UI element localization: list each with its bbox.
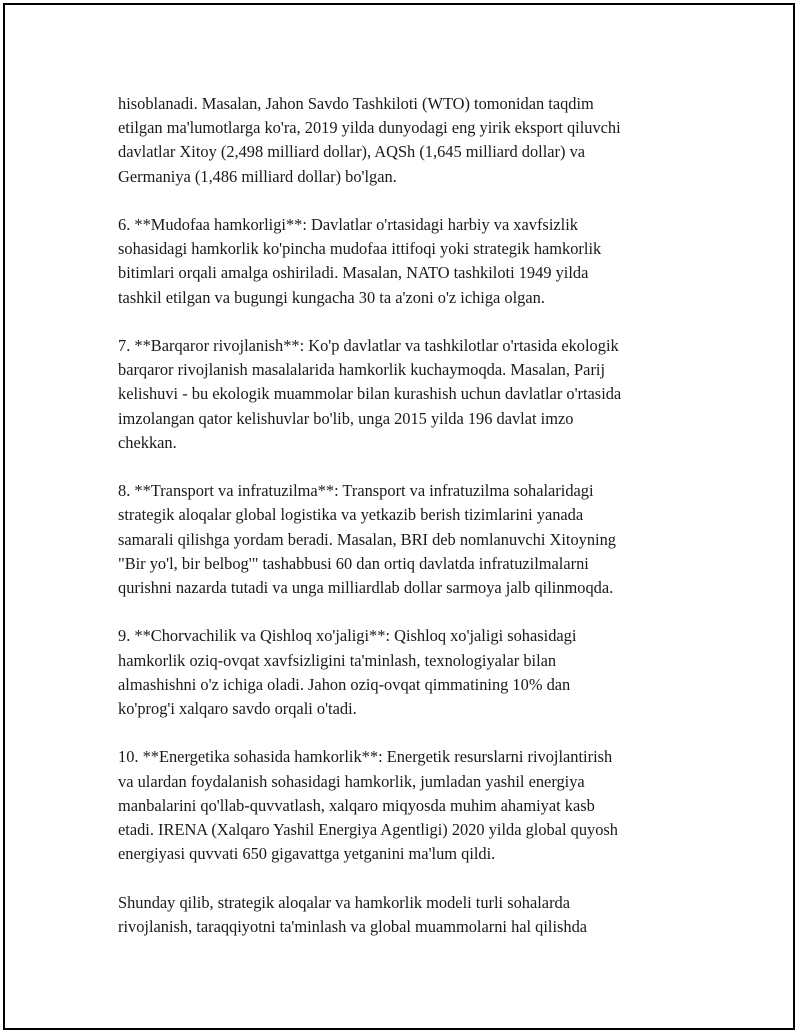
text-line: qurishni nazarda tutadi va unga milliardlab dollar sarmoya jalb qilinmoqda. — [118, 578, 614, 598]
text-line: ko'prog'i xalqaro savdo orqali o'tadi. — [118, 699, 357, 719]
text-line: "Bir yo'l, bir belbog'" tashabbusi 60 dan ortiq davlatda infratuzilmalarni — [118, 553, 589, 573]
paragraph-item-10 — [118, 745, 718, 866]
text-line: davlatlar Xitoy (2,498 milliard dollar), AQSh (1,645 milliard dollar) va — [118, 142, 586, 162]
text-line: imzolangan qator kelishuvlar bo'lib, unga 2015 yilda 196 davlat imzo — [118, 408, 574, 428]
text-line: almashishni o'z ichiga oladi. Jahon oziq-ovqat qimmatining 10% dan — [118, 674, 571, 694]
paragraph-item-9 — [118, 624, 718, 721]
text-line: 7. **Barqaror rivojlanish**: Ko'p davlatlar va tashkilotlar o'rtasida ekologik — [118, 336, 619, 355]
text-line: samarali qilishga yordam beradi. Masalan, BRI deb nomlanuvchi Xitoyning — [118, 529, 616, 549]
text-line: strategik aloqalar global logistika va yetkazib berish tizimlarini yanada — [118, 505, 584, 525]
text-line: kelishuvi - bu ekologik muammolar bilan kurashish uchun davlatlar o'rtasida — [118, 384, 622, 404]
text-line: bitimlari orqali amalga oshiriladi. Masalan, NATO tashkiloti 1949 yilda — [118, 263, 589, 283]
paragraph-item-7 — [118, 334, 718, 455]
text-line: Shunday qilib, strategik aloqalar va hamkorlik modeli turli sohalarda — [118, 892, 570, 912]
document-body — [118, 92, 718, 963]
text-line: Germaniya (1,486 milliard dollar) bo'lgan. — [118, 166, 397, 186]
text-line: 10. **Energetika sohasida hamkorlik**: Energetik resurslarni rivojlantirish — [118, 747, 613, 767]
paragraph-item-6 — [118, 213, 718, 310]
text-line: barqaror rivojlanish masalalarida hamkorlik kuchaymoqda. Masalan, Parij — [118, 360, 606, 380]
text-line: hisoblanadi. Masalan, Jahon Savdo Tashkiloti (WTO) tomonidan taqdim — [118, 94, 594, 113]
paragraph-item-8 — [118, 479, 718, 600]
text-line: manbalarini qo'llab-quvvatlash, xalqaro miqyosda muhim ahamiyat kasb — [118, 795, 595, 815]
text-line: hamkorlik oziq-ovqat xavfsizligini ta'minlash, texnologiyalar bilan — [118, 650, 557, 670]
text-line: etilgan ma'lumotlarga ko'ra, 2019 yilda dunyodagi eng yirik eksport qiluvchi — [118, 118, 621, 138]
text-line: rivojlanish, taraqqiyotni ta'minlash va global muammolarni hal qilishda — [118, 916, 588, 936]
text-line: sohasidagi hamkorlik ko'pincha mudofaa ittifoqi yoki strategik hamkorlik — [118, 239, 602, 259]
text-line: energiyasi quvvati 650 gigavattga yetganini ma'lum qildi. — [118, 844, 496, 864]
text-line: 6. **Mudofaa hamkorligi**: Davlatlar o'rtasidagi harbiy va xavfsizlik — [118, 215, 578, 234]
paragraph-intro — [118, 92, 718, 189]
text-line: 9. **Chorvachilik va Qishloq xo'jaligi**: Qishloq xo'jaligi sohasidagi — [118, 626, 577, 646]
text-line: etadi. IRENA (Xalqaro Yashil Energiya Agentligi) 2020 yilda global quyosh — [118, 820, 618, 840]
text-line: tashkil etilgan va bugungi kungacha 30 ta a'zoni o'z ichiga olgan. — [118, 287, 545, 307]
text-line: chekkan. — [118, 432, 177, 452]
text-line: va ulardan foydalanish sohasidagi hamkorlik, jumladan yashil energiya — [118, 771, 585, 791]
paragraph-conclusion — [118, 891, 718, 939]
text-line: 8. **Transport va infratuzilma**: Transport va infratuzilma sohalaridagi — [118, 481, 594, 501]
